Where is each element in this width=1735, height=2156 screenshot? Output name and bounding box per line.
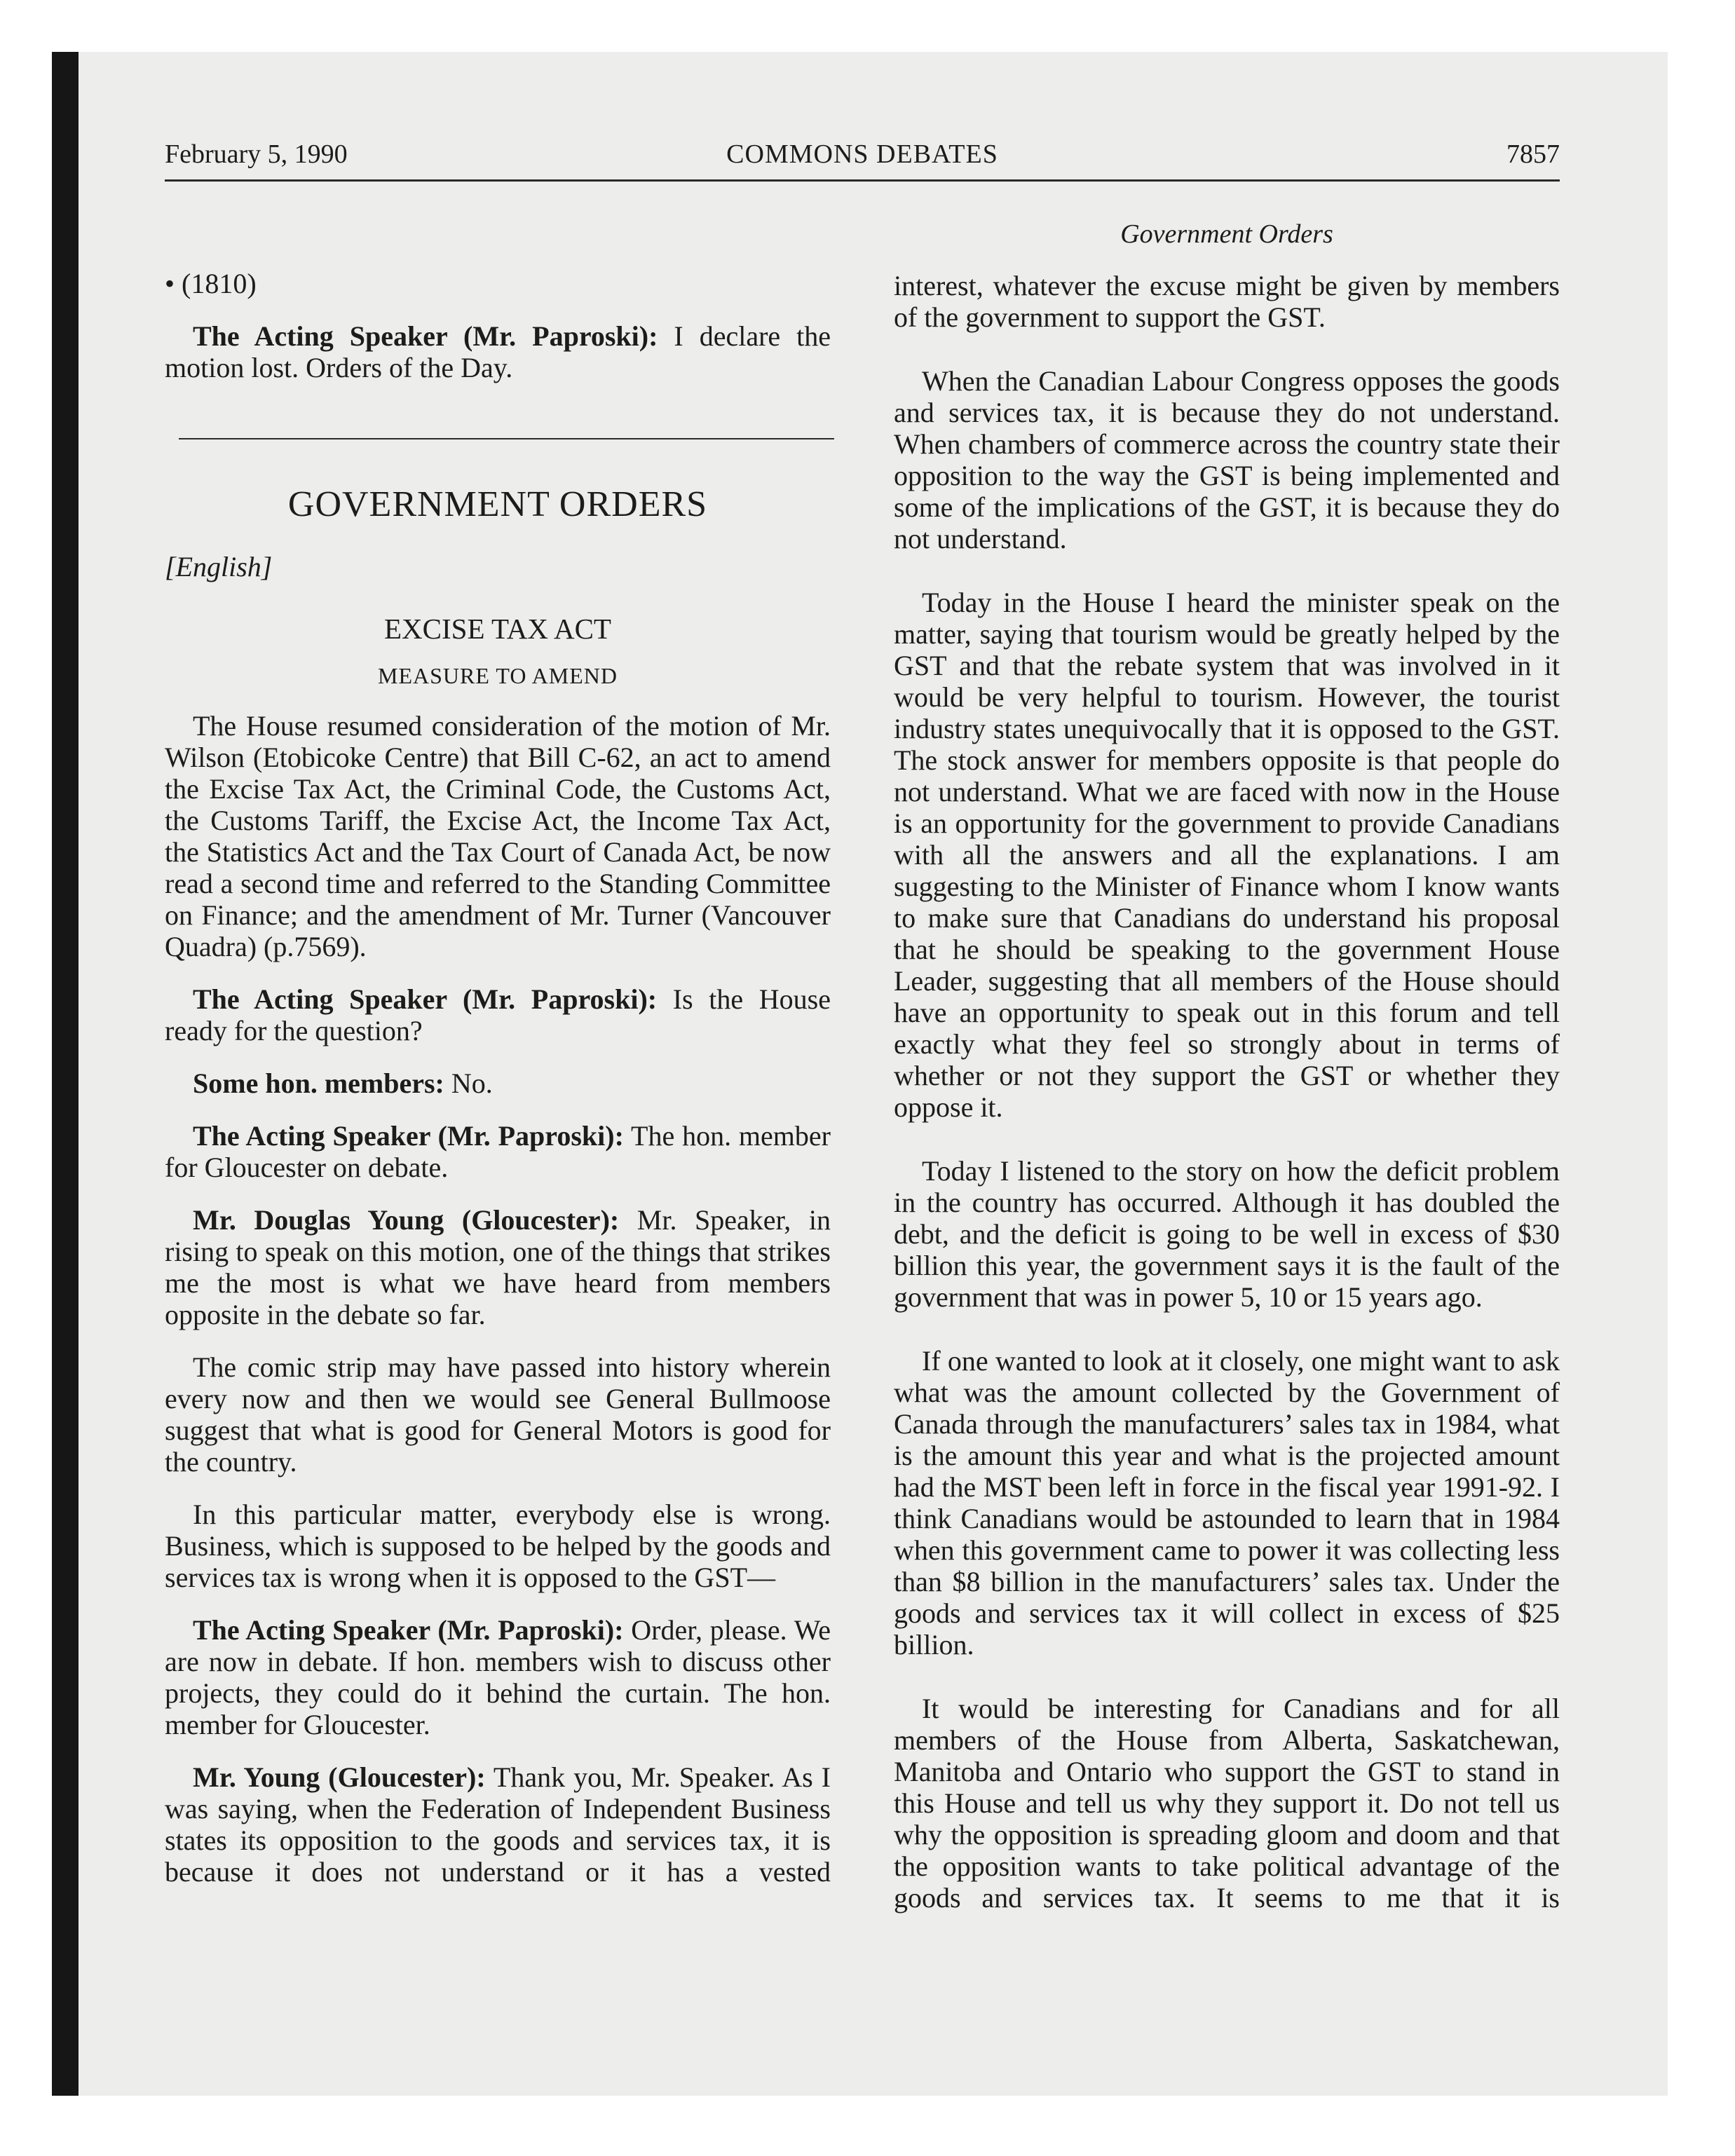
paragraph: Today in the House I heard the minister speak on the matter, saying that tourism would be greatly helped by the GST and that the rebate system that was involved in it would be very helpful to tourism. However, the tourist industry states unequivocally that it is opposed to the GST. The stock answer for members opposite is that people do not understand. What we are faced with now in the House is an opportunity for the government to provide Canadians with all the answers and all the explanations. I am suggesting to the Minister of Finance whom I know wants to make sure that Canadians do understand his proposal that he should be speaking to the government House Leader, suggesting that all members of the House should have an opportunity to speak out in this forum and tell exactly what they feel so strongly about in terms of whether or not they support the GST or whether they oppose it. — [894, 587, 1560, 1123]
speaker-name: Mr. Young (Gloucester): — [193, 1761, 486, 1793]
running-section-title: Government Orders — [1120, 219, 1333, 249]
header-rule — [165, 179, 1560, 182]
time-mark: • (1810) — [165, 268, 257, 299]
speech-text: Is the House ready for the question? — [165, 983, 831, 1046]
left-column — [165, 268, 831, 1909]
right-column — [894, 270, 1560, 1946]
paragraph — [165, 320, 831, 383]
header-date: February 5, 1990 — [165, 139, 348, 169]
paragraph — [165, 1204, 831, 1330]
speaker-name: The Acting Speaker (Mr. Paproski): — [193, 983, 658, 1015]
speech-text: Mr. Speaker, in rising to speak on this motion, one of the things that strikes me the most is what we have heard from members opposite in the debate so far. — [165, 1204, 831, 1330]
paragraph: interest, whatever the excuse might be given by members of the government to support the GST. — [894, 270, 1560, 333]
language-tag: [English] — [165, 551, 273, 582]
paragraph — [165, 1120, 831, 1183]
speaker-name: The Acting Speaker (Mr. Paproski): — [193, 320, 658, 352]
header-title: COMMONS DEBATES — [726, 139, 998, 169]
paragraph — [165, 1761, 831, 1888]
section-divider — [179, 438, 834, 439]
paragraph: The House resumed consideration of the motion of Mr. Wilson (Etobicoke Centre) that Bill C-62, an act to amend the Excise Tax Act, the Criminal Code, the Customs Act, the Customs Tariff, the Excise Act, the Income Tax Act, the Statistics Act and the Tax Court of Canada Act, be now read a second time and referred to the Standing Committee on Finance; and the amendment of Mr. Turner (Vancouver Quadra) (p.7569). — [165, 710, 831, 962]
header-page-number: 7857 — [1506, 139, 1560, 169]
paragraph: It would be interesting for Canadians and for all members of the House from Alberta, Saskatchewan, Manitoba and Ontario who support the GST to stand in this House and tell us why they support it. Do not tell us why the opposition is spreading gloom and doom and that the opposition wants to take political advantage of the goods and services tax. It seems to me that it is — [894, 1693, 1560, 1913]
paragraph: If one wanted to look at it closely, one might want to ask what was the amount collected by the Government of Canada through the manufacturers’ sales tax in 1984, what is the amount this year and what is the projected amount had the MST been left in force in the fiscal year 1991-92. I think Canadians would be astounded to learn that in 1984 when this government came to power it was collecting less than $8 billion in the manufacturers’ sales tax. Under the goods and services tax it will collect in excess of $25 billion. — [894, 1345, 1560, 1660]
paragraph — [165, 1067, 831, 1099]
page-header — [165, 139, 1560, 181]
bill-subtitle: MEASURE TO AMEND — [378, 663, 618, 688]
speaker-name: The Acting Speaker (Mr. Paproski): — [193, 1120, 624, 1152]
speech-text: Thank you, Mr. Speaker. As I was saying, when the Federation of Independent Business states its opposition to the goods and services tax, it is because it does not understand or it has a vested — [165, 1761, 831, 1888]
paragraph — [165, 1614, 831, 1740]
paragraph: In this particular matter, everybody else is wrong. Business, which is supposed to be helped by the goods and services tax is wrong when it is opposed to the GST— — [165, 1499, 831, 1593]
speech-text: No. — [444, 1067, 493, 1099]
paragraph: The comic strip may have passed into history wherein every now and then we would see General Bullmoose suggest that what is good for General Motors is good for the country. — [165, 1351, 831, 1478]
section-heading: GOVERNMENT ORDERS — [287, 484, 708, 524]
binding-edge — [52, 52, 79, 2096]
bill-title: EXCISE TAX ACT — [384, 613, 611, 645]
speaker-name: Mr. Douglas Young (Gloucester): — [193, 1204, 620, 1236]
paragraph — [165, 983, 831, 1046]
speaker-name: Some hon. members: — [193, 1067, 444, 1099]
speech-text: Order, please. We are now in debate. If hon. members wish to discuss other projects, they could do it behind the curtain. The hon. member for Gloucester. — [165, 1614, 831, 1740]
speech-text: The hon. member for Gloucester on debate. — [165, 1120, 831, 1183]
speech-text: I declare the motion lost. Orders of the Day. — [165, 320, 831, 383]
paragraph: Today I listened to the story on how the deficit problem in the country has occurred. Although it has doubled the debt, and the deficit is going to be well in excess of $30 billion this year, the government says it is the fault of the government that was in power 5, 10 or 15 years ago. — [894, 1155, 1560, 1313]
paragraph: When the Canadian Labour Congress opposes the goods and services tax, it is because they do not understand. When chambers of commerce across the country state their opposition to the way the GST is being implemented and some of the implications of the GST, it is because they do not understand. — [894, 365, 1560, 554]
speaker-name: The Acting Speaker (Mr. Paproski): — [193, 1614, 624, 1646]
